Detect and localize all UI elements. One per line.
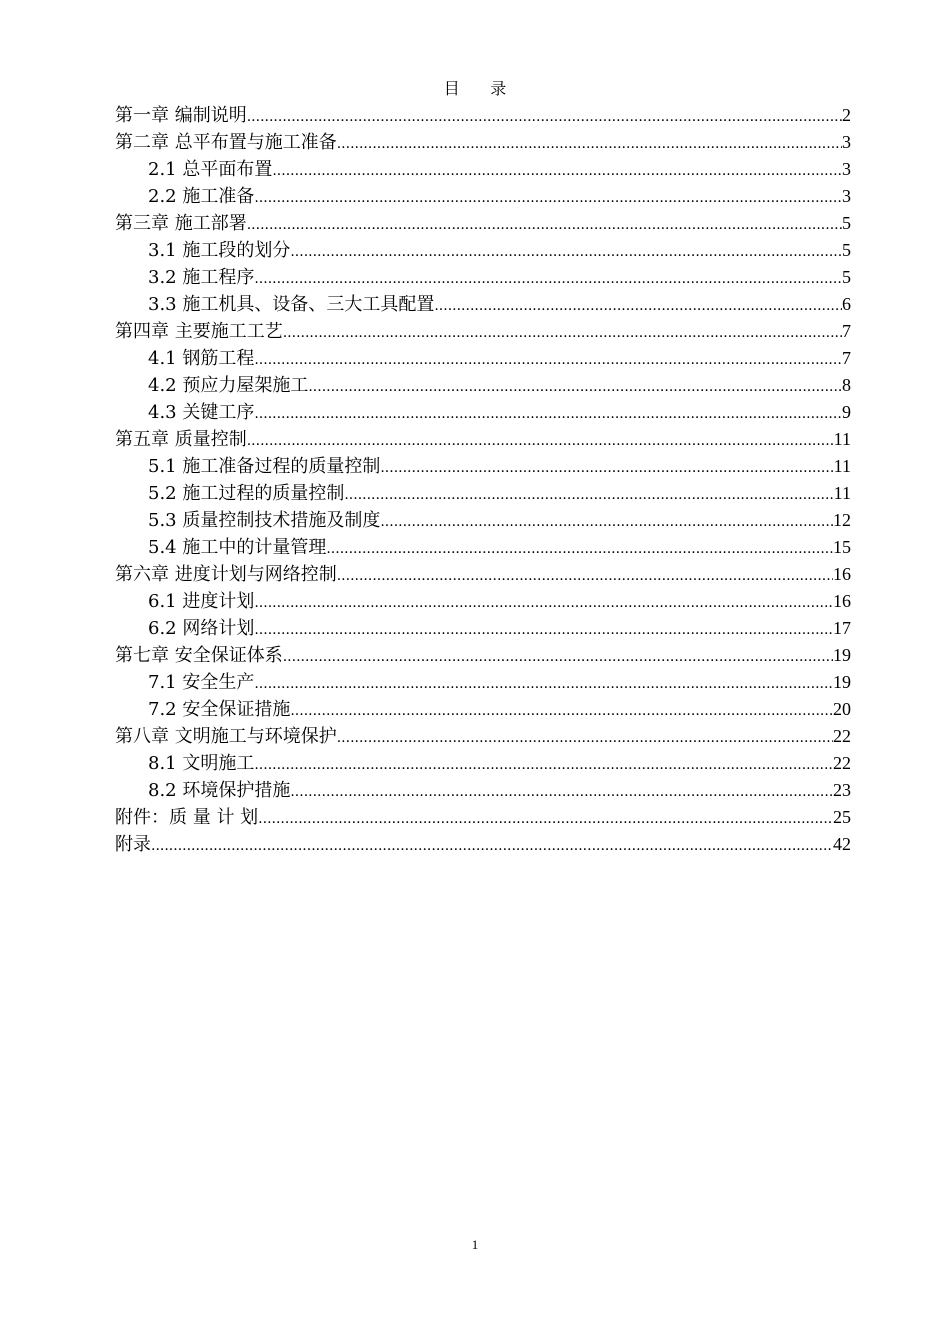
dot-leader [283, 644, 833, 671]
dot-leader [254, 590, 833, 617]
toc-section-entry[interactable] [115, 156, 851, 183]
toc-chapter-entry[interactable] [115, 318, 851, 345]
toc-entry-page-number: 3 [842, 159, 851, 179]
toc-chapter-entry[interactable] [115, 804, 851, 831]
dot-leader [254, 185, 842, 212]
dot-leader [380, 455, 833, 482]
toc-entry-page-number: 6 [842, 294, 851, 314]
toc-entry-page-number: 22 [833, 753, 851, 773]
toc-section-entry[interactable] [115, 264, 851, 291]
toc-section-entry[interactable] [115, 372, 851, 399]
dot-leader [337, 563, 833, 590]
toc-entry-page-number: 11 [833, 429, 851, 449]
toc-entry-label: 8.2 环境保护措施 [148, 780, 291, 801]
toc-entry-label: 5.3 质量控制技术措施及制度 [148, 510, 381, 531]
toc-entry-label: 5.1 施工准备过程的质量控制 [148, 456, 381, 477]
dot-leader [380, 509, 833, 536]
dot-leader [254, 671, 833, 698]
toc-section-entry[interactable] [115, 669, 851, 696]
dot-leader [272, 158, 842, 185]
table-of-contents [115, 102, 851, 858]
toc-entry-page-number: 12 [833, 510, 851, 530]
toc-chapter-entry[interactable] [115, 210, 851, 237]
toc-entry-label: 2.2 施工准备 [148, 186, 255, 207]
toc-entry-page-number: 5 [842, 267, 851, 287]
toc-section-entry[interactable] [115, 183, 851, 210]
toc-entry-page-number: 2 [842, 105, 851, 125]
dot-leader [151, 833, 833, 860]
toc-entry-page-number: 8 [842, 375, 851, 395]
toc-entry-page-number: 25 [833, 807, 851, 827]
toc-entry-page-number: 7 [842, 321, 851, 341]
toc-entry-label: 2.1 总平面布置 [148, 159, 273, 180]
dot-leader [247, 428, 834, 455]
dot-leader [247, 104, 842, 131]
toc-entry-page-number: 20 [833, 699, 851, 719]
toc-section-entry[interactable] [115, 615, 851, 642]
toc-chapter-entry[interactable] [115, 102, 851, 129]
dot-leader [254, 752, 833, 779]
dot-leader [290, 779, 833, 806]
toc-chapter-entry[interactable] [115, 723, 851, 750]
toc-entry-label: 8.1 文明施工 [148, 753, 255, 774]
toc-entry-label: 4.3 关键工序 [148, 402, 255, 423]
toc-entry-page-number: 19 [833, 672, 851, 692]
dot-leader [283, 320, 842, 347]
dot-leader [308, 374, 842, 401]
toc-entry-label: 第六章 进度计划与网络控制 [115, 564, 337, 585]
toc-entry-page-number: 16 [833, 591, 851, 611]
toc-entry-label: 7.2 安全保证措施 [148, 699, 291, 720]
toc-entry-label: 3.2 施工程序 [148, 267, 255, 288]
toc-section-entry[interactable] [115, 345, 851, 372]
page-number: 1 [471, 1237, 479, 1252]
toc-entry-page-number: 19 [833, 645, 851, 665]
toc-entry-page-number: 16 [833, 564, 851, 584]
toc-entry-label: 6.1 进度计划 [148, 591, 255, 612]
toc-entry-label: 第三章 施工部署 [115, 213, 247, 234]
dot-leader [254, 347, 842, 374]
dot-leader [247, 212, 842, 239]
toc-entry-page-number: 42 [833, 834, 851, 854]
toc-title: 目 录 [443, 79, 507, 98]
toc-entry-label: 3.3 施工机具、设备、三大工具配置 [148, 294, 435, 315]
toc-chapter-entry[interactable] [115, 426, 851, 453]
toc-entry-page-number: 3 [842, 132, 851, 152]
toc-entry-label: 附件：质 量 计 划 [115, 807, 259, 828]
toc-entry-label: 5.2 施工过程的质量控制 [148, 483, 345, 504]
toc-entry-label: 第八章 文明施工与环境保护 [115, 726, 337, 747]
toc-entry-label: 5.4 施工中的计量管理 [148, 537, 327, 558]
toc-entry-label: 第七章 安全保证体系 [115, 645, 283, 666]
toc-entry-page-number: 11 [833, 456, 851, 476]
toc-entry-page-number: 11 [833, 483, 851, 503]
toc-entry-page-number: 23 [833, 780, 851, 800]
toc-entry-page-number: 9 [842, 402, 851, 422]
toc-chapter-entry[interactable] [115, 831, 851, 858]
dot-leader [258, 806, 833, 833]
dot-leader [434, 293, 842, 320]
toc-section-entry[interactable] [115, 777, 851, 804]
toc-entry-page-number: 5 [842, 240, 851, 260]
toc-section-entry[interactable] [115, 534, 851, 561]
toc-entry-label: 4.1 钢筋工程 [148, 348, 255, 369]
toc-entry-label: 第二章 总平布置与施工准备 [115, 132, 337, 153]
dot-leader [254, 266, 842, 293]
dot-leader [326, 536, 833, 563]
toc-section-entry[interactable] [115, 291, 851, 318]
toc-entry-label: 第一章 编制说明 [115, 105, 247, 126]
dot-leader [337, 131, 842, 158]
toc-section-entry[interactable] [115, 237, 851, 264]
dot-leader [337, 725, 833, 752]
toc-entry-label: 第五章 质量控制 [115, 429, 247, 450]
toc-entry-label: 附录 [115, 834, 151, 855]
toc-section-entry[interactable] [115, 453, 851, 480]
toc-entry-label: 7.1 安全生产 [148, 672, 255, 693]
toc-entry-label: 6.2 网络计划 [148, 618, 255, 639]
toc-entry-page-number: 22 [833, 726, 851, 746]
dot-leader [290, 239, 842, 266]
toc-chapter-entry[interactable] [115, 561, 851, 588]
dot-leader [290, 698, 833, 725]
toc-section-entry[interactable] [115, 696, 851, 723]
toc-section-entry[interactable] [115, 399, 851, 426]
toc-section-entry[interactable] [115, 507, 851, 534]
dot-leader [254, 401, 842, 428]
toc-entry-label: 第四章 主要施工工艺 [115, 321, 283, 342]
dot-leader [254, 617, 833, 644]
toc-entry-page-number: 17 [833, 618, 851, 638]
toc-entry-page-number: 7 [842, 348, 851, 368]
toc-section-entry[interactable] [115, 750, 851, 777]
toc-entry-page-number: 5 [842, 213, 851, 233]
dot-leader [344, 482, 833, 509]
toc-chapter-entry[interactable] [115, 642, 851, 669]
toc-entry-label: 3.1 施工段的划分 [148, 240, 291, 261]
toc-entry-page-number: 3 [842, 186, 851, 206]
toc-entry-page-number: 15 [833, 537, 851, 557]
toc-entry-label: 4.2 预应力屋架施工 [148, 375, 309, 396]
toc-chapter-entry[interactable] [115, 129, 851, 156]
toc-section-entry[interactable] [115, 588, 851, 615]
toc-section-entry[interactable] [115, 480, 851, 507]
